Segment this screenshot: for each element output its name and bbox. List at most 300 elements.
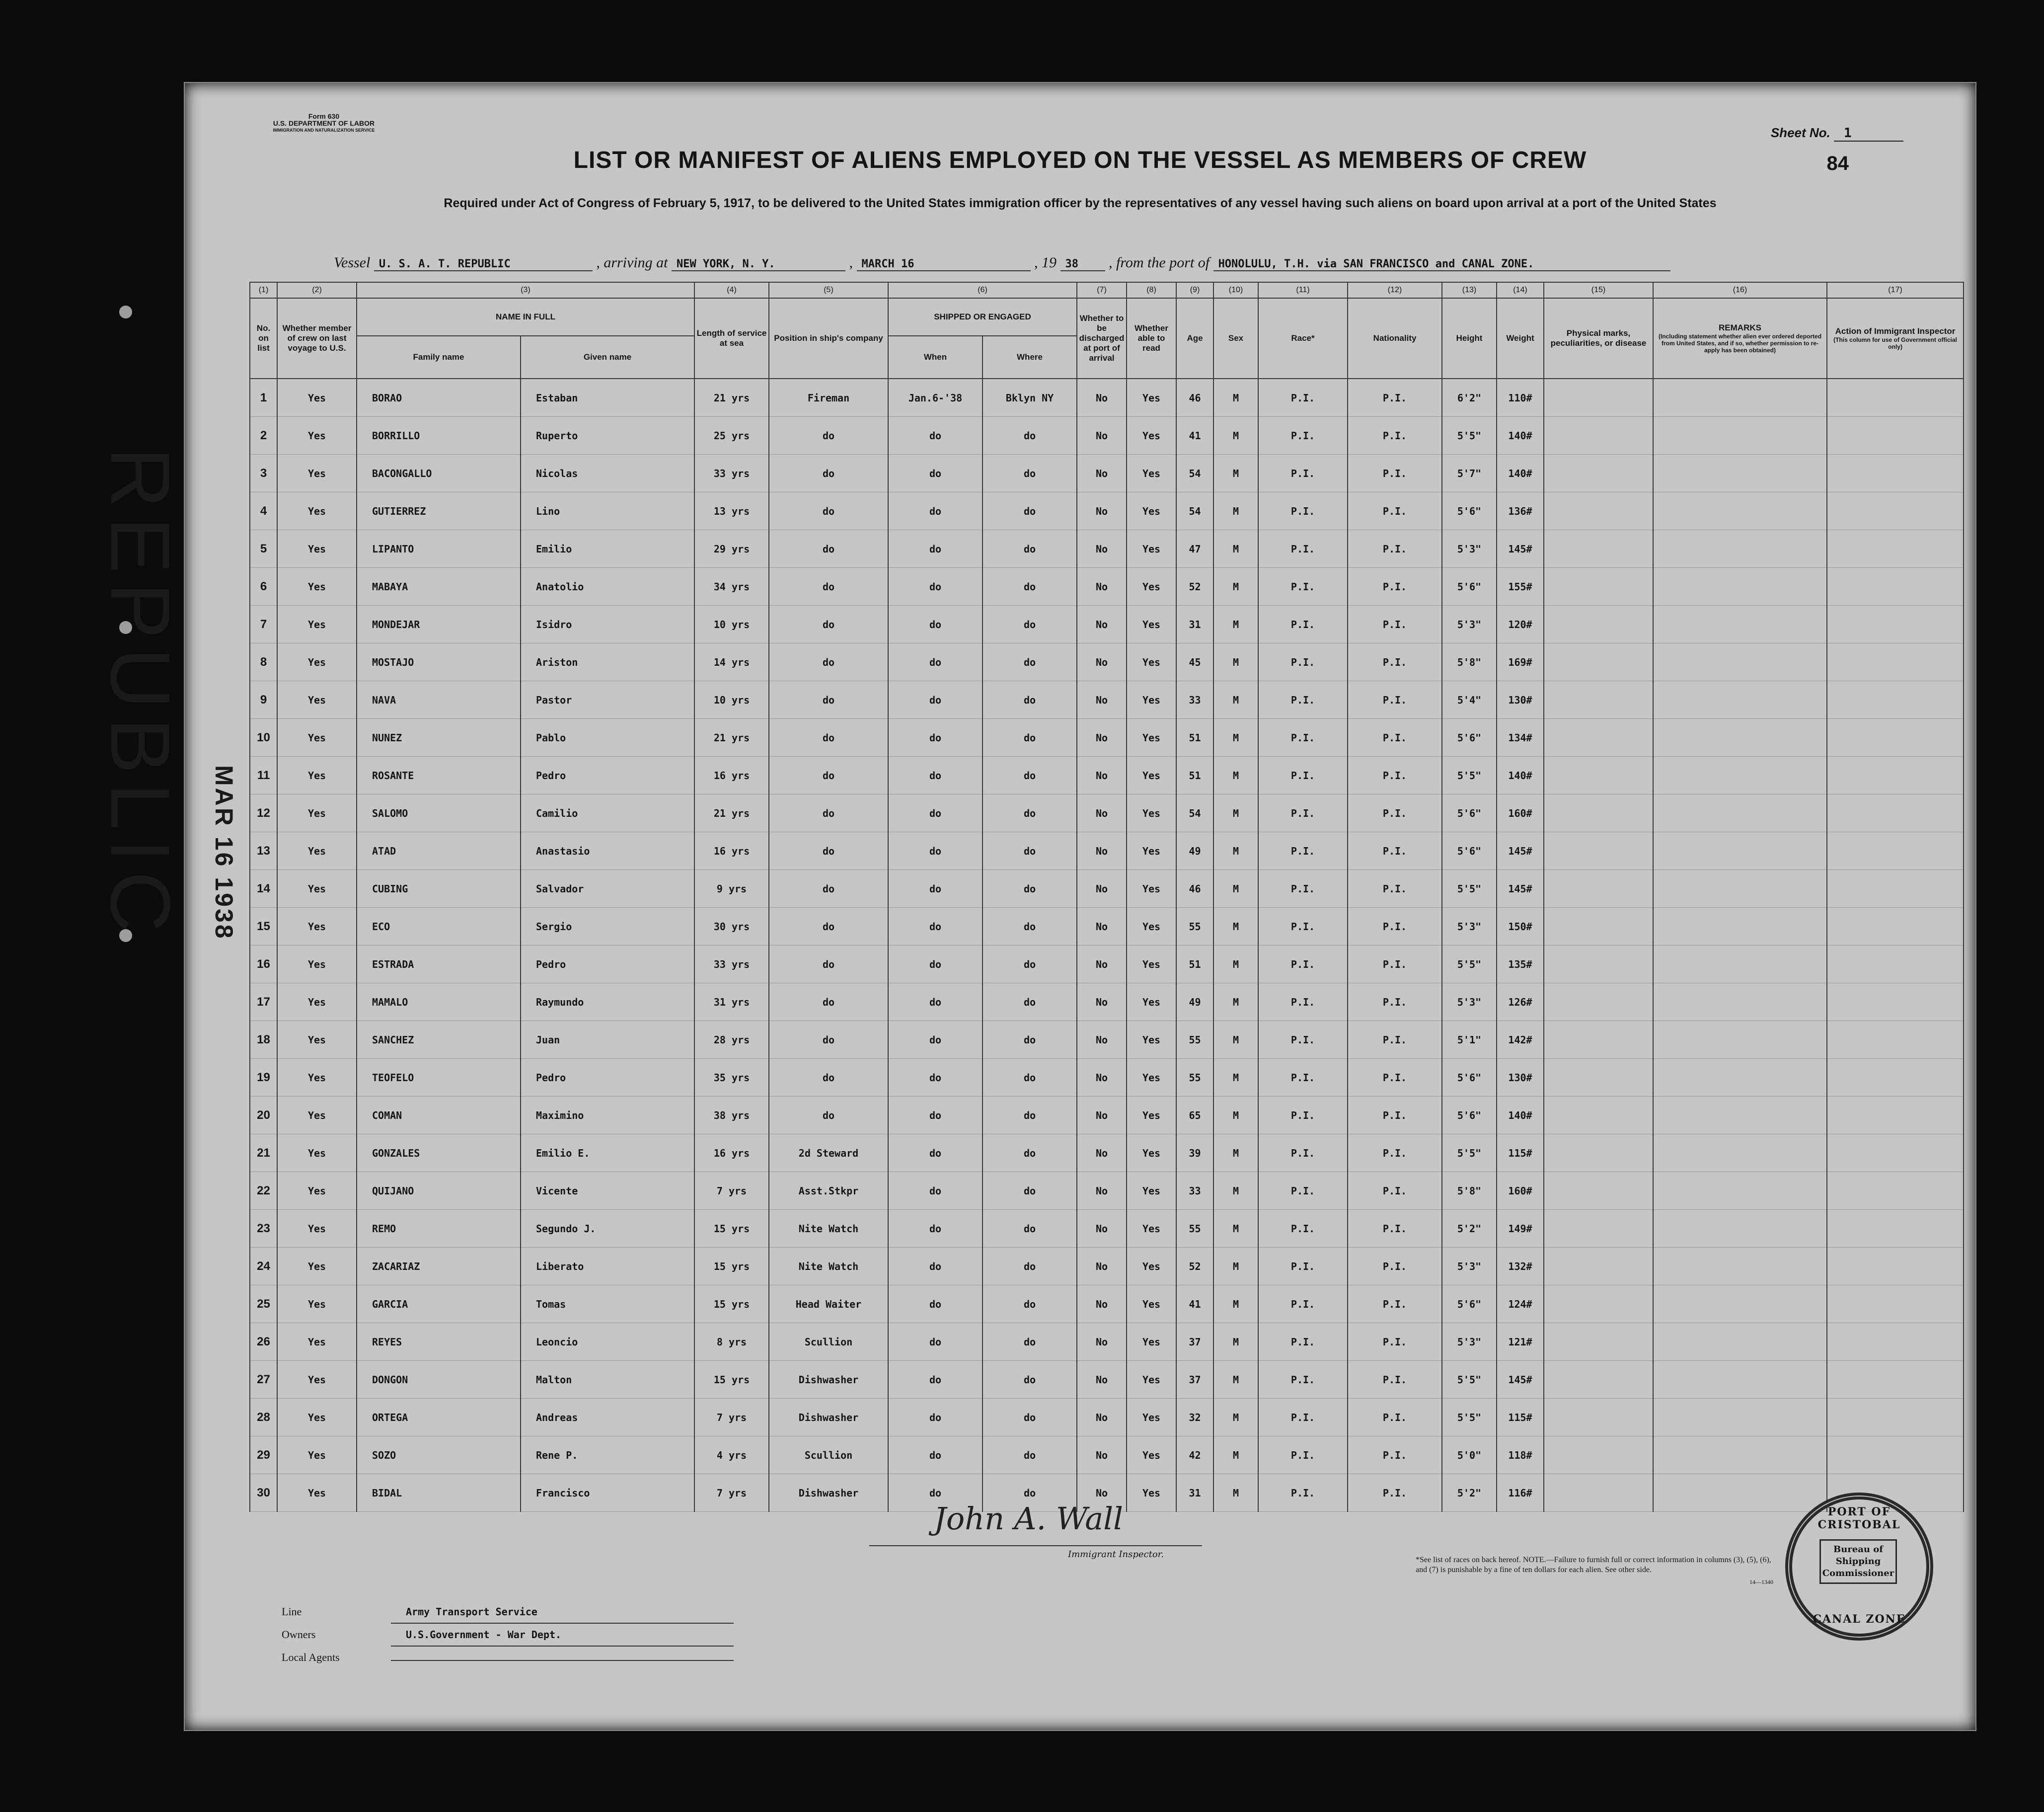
column-number: (17): [1827, 282, 1964, 298]
given-name-cell: Tomas: [521, 1285, 694, 1323]
family-name-cell: BORAO: [357, 379, 521, 417]
where-cell: do: [983, 1021, 1077, 1059]
remarks-cell: [1653, 1210, 1827, 1248]
age-cell: 31: [1176, 606, 1213, 643]
given-name-cell: Pedro: [521, 757, 694, 794]
position-cell: do: [769, 417, 888, 455]
row-number: 12: [250, 794, 277, 832]
sex-cell: M: [1213, 983, 1258, 1021]
where-cell: do: [983, 870, 1077, 908]
vessel-label: Vessel: [334, 254, 371, 271]
physical-cell: [1544, 1210, 1653, 1248]
weight-cell: 145#: [1497, 832, 1544, 870]
service-cell: 29 yrs: [694, 530, 769, 568]
col-header-no: No. on list: [250, 298, 277, 379]
column-number: (2): [277, 282, 357, 298]
table-row: [250, 1399, 1964, 1436]
crew-rows: [250, 379, 1964, 1512]
age-cell: 39: [1176, 1134, 1213, 1172]
discharged-cell: No: [1077, 870, 1127, 908]
position-cell: do: [769, 568, 888, 606]
arrival-date: MARCH 16: [857, 258, 1031, 271]
family-name-cell: NUNEZ: [357, 719, 521, 757]
age-cell: 41: [1176, 1285, 1213, 1323]
nationality-cell: P.I.: [1348, 1248, 1442, 1285]
service-cell: 25 yrs: [694, 417, 769, 455]
departure-port: HONOLULU, T.H. via SAN FRANCISCO and CANAL ZONE.: [1213, 258, 1670, 271]
service-cell: 33 yrs: [694, 455, 769, 492]
position-cell: do: [769, 455, 888, 492]
height-cell: 5'5": [1442, 1399, 1497, 1436]
sheet-number-label: Sheet No.: [1770, 125, 1830, 140]
family-name-cell: MONDEJAR: [357, 606, 521, 643]
read-cell: Yes: [1127, 530, 1176, 568]
height-cell: 5'0": [1442, 1436, 1497, 1474]
page-number: 84: [1826, 153, 1849, 174]
nationality-cell: P.I.: [1348, 1285, 1442, 1323]
sex-cell: M: [1213, 1210, 1258, 1248]
position-cell: Dishwasher: [769, 1474, 888, 1512]
where-cell: do: [983, 1097, 1077, 1134]
col-header-age: Age: [1176, 298, 1213, 379]
where-cell: do: [983, 983, 1077, 1021]
row-number: 8: [250, 643, 277, 681]
form-number: Form 630: [308, 112, 340, 120]
when-cell: do: [888, 643, 983, 681]
col-header-sex: Sex: [1213, 298, 1258, 379]
family-name-cell: GARCIA: [357, 1285, 521, 1323]
sex-cell: M: [1213, 719, 1258, 757]
discharged-cell: No: [1077, 1248, 1127, 1285]
member-cell: Yes: [277, 1097, 357, 1134]
department-name: U.S. DEPARTMENT OF LABOR: [273, 119, 375, 127]
height-cell: 5'6": [1442, 719, 1497, 757]
table-row: [250, 1323, 1964, 1361]
read-cell: Yes: [1127, 568, 1176, 606]
position-cell: Nite Watch: [769, 1210, 888, 1248]
table-row: [250, 455, 1964, 492]
discharged-cell: No: [1077, 1172, 1127, 1210]
discharged-cell: No: [1077, 455, 1127, 492]
family-name-cell: GONZALES: [357, 1134, 521, 1172]
weight-cell: 142#: [1497, 1021, 1544, 1059]
remarks-cell: [1653, 1323, 1827, 1361]
race-cell: P.I.: [1258, 757, 1348, 794]
owners-value: U.S.Government - War Dept.: [391, 1624, 734, 1647]
family-name-cell: COMAN: [357, 1097, 521, 1134]
col-header-given: Given name: [521, 336, 694, 379]
action-cell: [1827, 945, 1964, 983]
given-name-cell: Nicolas: [521, 455, 694, 492]
position-cell: do: [769, 870, 888, 908]
action-cell: [1827, 832, 1964, 870]
nationality-cell: P.I.: [1348, 643, 1442, 681]
race-cell: P.I.: [1258, 1361, 1348, 1399]
sex-cell: M: [1213, 832, 1258, 870]
service-cell: 16 yrs: [694, 832, 769, 870]
remarks-cell: [1653, 681, 1827, 719]
physical-cell: [1544, 1361, 1653, 1399]
remarks-cell: [1653, 1399, 1827, 1436]
service-name: IMMIGRATION AND NATURALIZATION SERVICE: [273, 128, 375, 133]
family-name-cell: MABAYA: [357, 568, 521, 606]
height-cell: 5'5": [1442, 757, 1497, 794]
row-number: 26: [250, 1323, 277, 1361]
remarks-cell: [1653, 492, 1827, 530]
where-cell: do: [983, 794, 1077, 832]
read-cell: Yes: [1127, 1172, 1176, 1210]
weight-cell: 115#: [1497, 1399, 1544, 1436]
sex-cell: M: [1213, 455, 1258, 492]
read-cell: Yes: [1127, 1059, 1176, 1097]
table-row: [250, 1097, 1964, 1134]
age-cell: 49: [1176, 983, 1213, 1021]
when-cell: do: [888, 1285, 983, 1323]
where-cell: do: [983, 643, 1077, 681]
action-cell: [1827, 455, 1964, 492]
table-row: [250, 1172, 1964, 1210]
column-number: (11): [1258, 282, 1348, 298]
weight-cell: 140#: [1497, 1097, 1544, 1134]
table-row: [250, 1210, 1964, 1248]
where-cell: do: [983, 757, 1077, 794]
race-cell: P.I.: [1258, 606, 1348, 643]
race-cell: P.I.: [1258, 945, 1348, 983]
sex-cell: M: [1213, 1172, 1258, 1210]
when-cell: do: [888, 1059, 983, 1097]
position-cell: Head Waiter: [769, 1285, 888, 1323]
action-cell: [1827, 1399, 1964, 1436]
race-cell: P.I.: [1258, 1059, 1348, 1097]
read-cell: Yes: [1127, 983, 1176, 1021]
nationality-cell: P.I.: [1348, 945, 1442, 983]
height-cell: 5'6": [1442, 568, 1497, 606]
age-cell: 33: [1176, 681, 1213, 719]
read-cell: Yes: [1127, 606, 1176, 643]
height-cell: 5'3": [1442, 1323, 1497, 1361]
family-name-cell: BORRILLO: [357, 417, 521, 455]
discharged-cell: No: [1077, 1134, 1127, 1172]
row-number: 10: [250, 719, 277, 757]
row-number: 28: [250, 1399, 277, 1436]
remarks-cell: [1653, 1021, 1827, 1059]
given-name-cell: Ruperto: [521, 417, 694, 455]
position-cell: do: [769, 794, 888, 832]
given-name-cell: Camilio: [521, 794, 694, 832]
family-name-cell: MAMALO: [357, 983, 521, 1021]
physical-cell: [1544, 681, 1653, 719]
position-cell: do: [769, 530, 888, 568]
table-row: [250, 870, 1964, 908]
table-row: [250, 606, 1964, 643]
family-name-cell: QUIJANO: [357, 1172, 521, 1210]
physical-cell: [1544, 568, 1653, 606]
action-cell: [1827, 1059, 1964, 1097]
action-cell: [1827, 681, 1964, 719]
read-cell: Yes: [1127, 719, 1176, 757]
service-cell: 16 yrs: [694, 757, 769, 794]
where-cell: do: [983, 719, 1077, 757]
member-cell: Yes: [277, 1059, 357, 1097]
page-subtitle: Required under Act of Congress of February 5, 1917, to be delivered to the United States immigration officer by the representatives of any vessel having such aliens on board upon arrival at a port of the United States: [444, 196, 1717, 210]
service-cell: 15 yrs: [694, 1210, 769, 1248]
service-cell: 9 yrs: [694, 870, 769, 908]
discharged-cell: No: [1077, 719, 1127, 757]
weight-cell: 145#: [1497, 1361, 1544, 1399]
height-cell: 5'6": [1442, 1059, 1497, 1097]
table-row: [250, 794, 1964, 832]
signature-line: [869, 1545, 1202, 1546]
column-number: (6): [888, 282, 1077, 298]
nationality-cell: P.I.: [1348, 1210, 1442, 1248]
sex-cell: M: [1213, 794, 1258, 832]
family-name-cell: ATAD: [357, 832, 521, 870]
discharged-cell: No: [1077, 606, 1127, 643]
family-name-cell: CUBING: [357, 870, 521, 908]
position-cell: do: [769, 1021, 888, 1059]
col-header-remarks: [1653, 298, 1827, 379]
read-cell: Yes: [1127, 1323, 1176, 1361]
weight-cell: 145#: [1497, 530, 1544, 568]
table-row: [250, 719, 1964, 757]
vessel-name-stamp: REPUBLIC: [93, 447, 187, 942]
nationality-cell: P.I.: [1348, 1361, 1442, 1399]
height-cell: 5'8": [1442, 1172, 1497, 1210]
sheet-number-value: 1: [1834, 126, 1903, 142]
when-cell: do: [888, 1134, 983, 1172]
discharged-cell: No: [1077, 1436, 1127, 1474]
discharged-cell: No: [1077, 379, 1127, 417]
action-cell: [1827, 1248, 1964, 1285]
height-cell: 5'6": [1442, 1097, 1497, 1134]
weight-cell: 116#: [1497, 1474, 1544, 1512]
action-cell: [1827, 643, 1964, 681]
age-cell: 31: [1176, 1474, 1213, 1512]
physical-cell: [1544, 643, 1653, 681]
where-cell: do: [983, 945, 1077, 983]
remarks-cell: [1653, 794, 1827, 832]
nationality-cell: P.I.: [1348, 1436, 1442, 1474]
given-name-cell: Maximino: [521, 1097, 694, 1134]
given-name-cell: Emilio: [521, 530, 694, 568]
col-header-race: Race*: [1258, 298, 1348, 379]
when-cell: do: [888, 983, 983, 1021]
remarks-cell: [1653, 1248, 1827, 1285]
line-label: Line: [282, 1605, 302, 1618]
family-name-cell: REMO: [357, 1210, 521, 1248]
table-row: [250, 568, 1964, 606]
position-cell: do: [769, 606, 888, 643]
sex-cell: M: [1213, 568, 1258, 606]
physical-cell: [1544, 1059, 1653, 1097]
service-cell: 14 yrs: [694, 643, 769, 681]
member-cell: Yes: [277, 832, 357, 870]
column-number: (15): [1544, 282, 1653, 298]
physical-cell: [1544, 606, 1653, 643]
crew-manifest-table: [249, 282, 1964, 1512]
table-row: [250, 832, 1964, 870]
column-header-row: [250, 298, 1964, 336]
discharged-cell: No: [1077, 1361, 1127, 1399]
column-number: (14): [1497, 282, 1544, 298]
where-cell: do: [983, 455, 1077, 492]
service-cell: 21 yrs: [694, 719, 769, 757]
service-cell: 35 yrs: [694, 1059, 769, 1097]
action-cell: [1827, 1172, 1964, 1210]
remarks-cell: [1653, 757, 1827, 794]
height-cell: 5'4": [1442, 681, 1497, 719]
action-cell: [1827, 1021, 1964, 1059]
given-name-cell: Pablo: [521, 719, 694, 757]
service-cell: 31 yrs: [694, 983, 769, 1021]
service-cell: 10 yrs: [694, 606, 769, 643]
age-cell: 55: [1176, 1021, 1213, 1059]
col-header-name: NAME IN FULL: [357, 298, 694, 336]
binder-hole: [119, 306, 132, 318]
where-cell: do: [983, 1248, 1077, 1285]
weight-cell: 140#: [1497, 455, 1544, 492]
read-cell: Yes: [1127, 1474, 1176, 1512]
col-header-discharged: Whether to be discharged at port of arrival: [1077, 298, 1127, 379]
table-row: [250, 1059, 1964, 1097]
member-cell: Yes: [277, 757, 357, 794]
col-header-position: Position in ship's company: [769, 298, 888, 379]
service-cell: 8 yrs: [694, 1323, 769, 1361]
weight-cell: 135#: [1497, 945, 1544, 983]
date-stamp: MAR 16 1938: [210, 765, 238, 941]
service-cell: 16 yrs: [694, 1134, 769, 1172]
race-cell: P.I.: [1258, 794, 1348, 832]
column-number-row: [250, 282, 1964, 298]
age-cell: 32: [1176, 1399, 1213, 1436]
service-cell: 38 yrs: [694, 1097, 769, 1134]
height-cell: 5'5": [1442, 1134, 1497, 1172]
row-number: 27: [250, 1361, 277, 1399]
row-number: 5: [250, 530, 277, 568]
row-number: 3: [250, 455, 277, 492]
action-cell: [1827, 417, 1964, 455]
table-row: [250, 757, 1964, 794]
when-cell: do: [888, 606, 983, 643]
height-cell: 6'2": [1442, 379, 1497, 417]
weight-cell: 134#: [1497, 719, 1544, 757]
position-cell: do: [769, 643, 888, 681]
member-cell: Yes: [277, 1172, 357, 1210]
column-number: (4): [694, 282, 769, 298]
nationality-cell: P.I.: [1348, 492, 1442, 530]
given-name-cell: Anastasio: [521, 832, 694, 870]
action-cell: [1827, 379, 1964, 417]
row-number: 17: [250, 983, 277, 1021]
remarks-cell: [1653, 417, 1827, 455]
age-cell: 33: [1176, 1172, 1213, 1210]
inspector-signature: John A. Wall: [934, 1500, 1123, 1537]
physical-cell: [1544, 1323, 1653, 1361]
age-cell: 46: [1176, 870, 1213, 908]
action-title: Action of Immigrant Inspector: [1835, 326, 1956, 336]
nationality-cell: P.I.: [1348, 455, 1442, 492]
remarks-cell: [1653, 945, 1827, 983]
service-cell: 7 yrs: [694, 1399, 769, 1436]
port-seal-stamp: [1789, 1497, 1929, 1637]
table-row: [250, 1021, 1964, 1059]
weight-cell: 169#: [1497, 643, 1544, 681]
weight-cell: 130#: [1497, 1059, 1544, 1097]
nationality-cell: P.I.: [1348, 794, 1442, 832]
read-cell: Yes: [1127, 908, 1176, 945]
position-cell: do: [769, 681, 888, 719]
row-number: 2: [250, 417, 277, 455]
family-name-cell: MOSTAJO: [357, 643, 521, 681]
row-number: 20: [250, 1097, 277, 1134]
given-name-cell: Sergio: [521, 908, 694, 945]
given-name-cell: Leoncio: [521, 1323, 694, 1361]
action-cell: [1827, 568, 1964, 606]
agents-value: [391, 1660, 734, 1661]
height-cell: 5'6": [1442, 832, 1497, 870]
discharged-cell: No: [1077, 530, 1127, 568]
row-number: 24: [250, 1248, 277, 1285]
where-cell: do: [983, 1361, 1077, 1399]
service-cell: 15 yrs: [694, 1285, 769, 1323]
age-cell: 47: [1176, 530, 1213, 568]
given-name-cell: Anatolio: [521, 568, 694, 606]
when-cell: do: [888, 417, 983, 455]
form-code: 14—1340: [1749, 1578, 1773, 1585]
remarks-title: REMARKS: [1719, 323, 1761, 332]
weight-cell: 110#: [1497, 379, 1544, 417]
row-number: 30: [250, 1474, 277, 1512]
when-cell: do: [888, 832, 983, 870]
member-cell: Yes: [277, 1474, 357, 1512]
manifest-sheet: [184, 82, 1976, 1731]
action-cell: [1827, 983, 1964, 1021]
when-cell: do: [888, 1323, 983, 1361]
physical-cell: [1544, 492, 1653, 530]
remarks-cell: [1653, 1361, 1827, 1399]
member-cell: Yes: [277, 681, 357, 719]
weight-cell: 136#: [1497, 492, 1544, 530]
service-cell: 7 yrs: [694, 1172, 769, 1210]
given-name-cell: Francisco: [521, 1474, 694, 1512]
where-cell: do: [983, 1134, 1077, 1172]
race-cell: P.I.: [1258, 1248, 1348, 1285]
given-name-cell: Raymundo: [521, 983, 694, 1021]
footnote: [1416, 1555, 1773, 1585]
height-cell: 5'6": [1442, 492, 1497, 530]
age-cell: 52: [1176, 568, 1213, 606]
position-cell: do: [769, 492, 888, 530]
where-cell: do: [983, 417, 1077, 455]
nationality-cell: P.I.: [1348, 983, 1442, 1021]
action-cell: [1827, 1436, 1964, 1474]
race-cell: P.I.: [1258, 832, 1348, 870]
remarks-cell: [1653, 983, 1827, 1021]
arrival-year: 38: [1060, 258, 1105, 271]
when-cell: do: [888, 1399, 983, 1436]
action-cell: [1827, 1323, 1964, 1361]
where-cell: do: [983, 1210, 1077, 1248]
column-number: (16): [1653, 282, 1827, 298]
when-cell: do: [888, 681, 983, 719]
nationality-cell: P.I.: [1348, 719, 1442, 757]
when-cell: do: [888, 1474, 983, 1512]
remarks-cell: [1653, 1134, 1827, 1172]
table-row: [250, 643, 1964, 681]
remarks-cell: [1653, 1059, 1827, 1097]
given-name-cell: Pastor: [521, 681, 694, 719]
physical-cell: [1544, 870, 1653, 908]
